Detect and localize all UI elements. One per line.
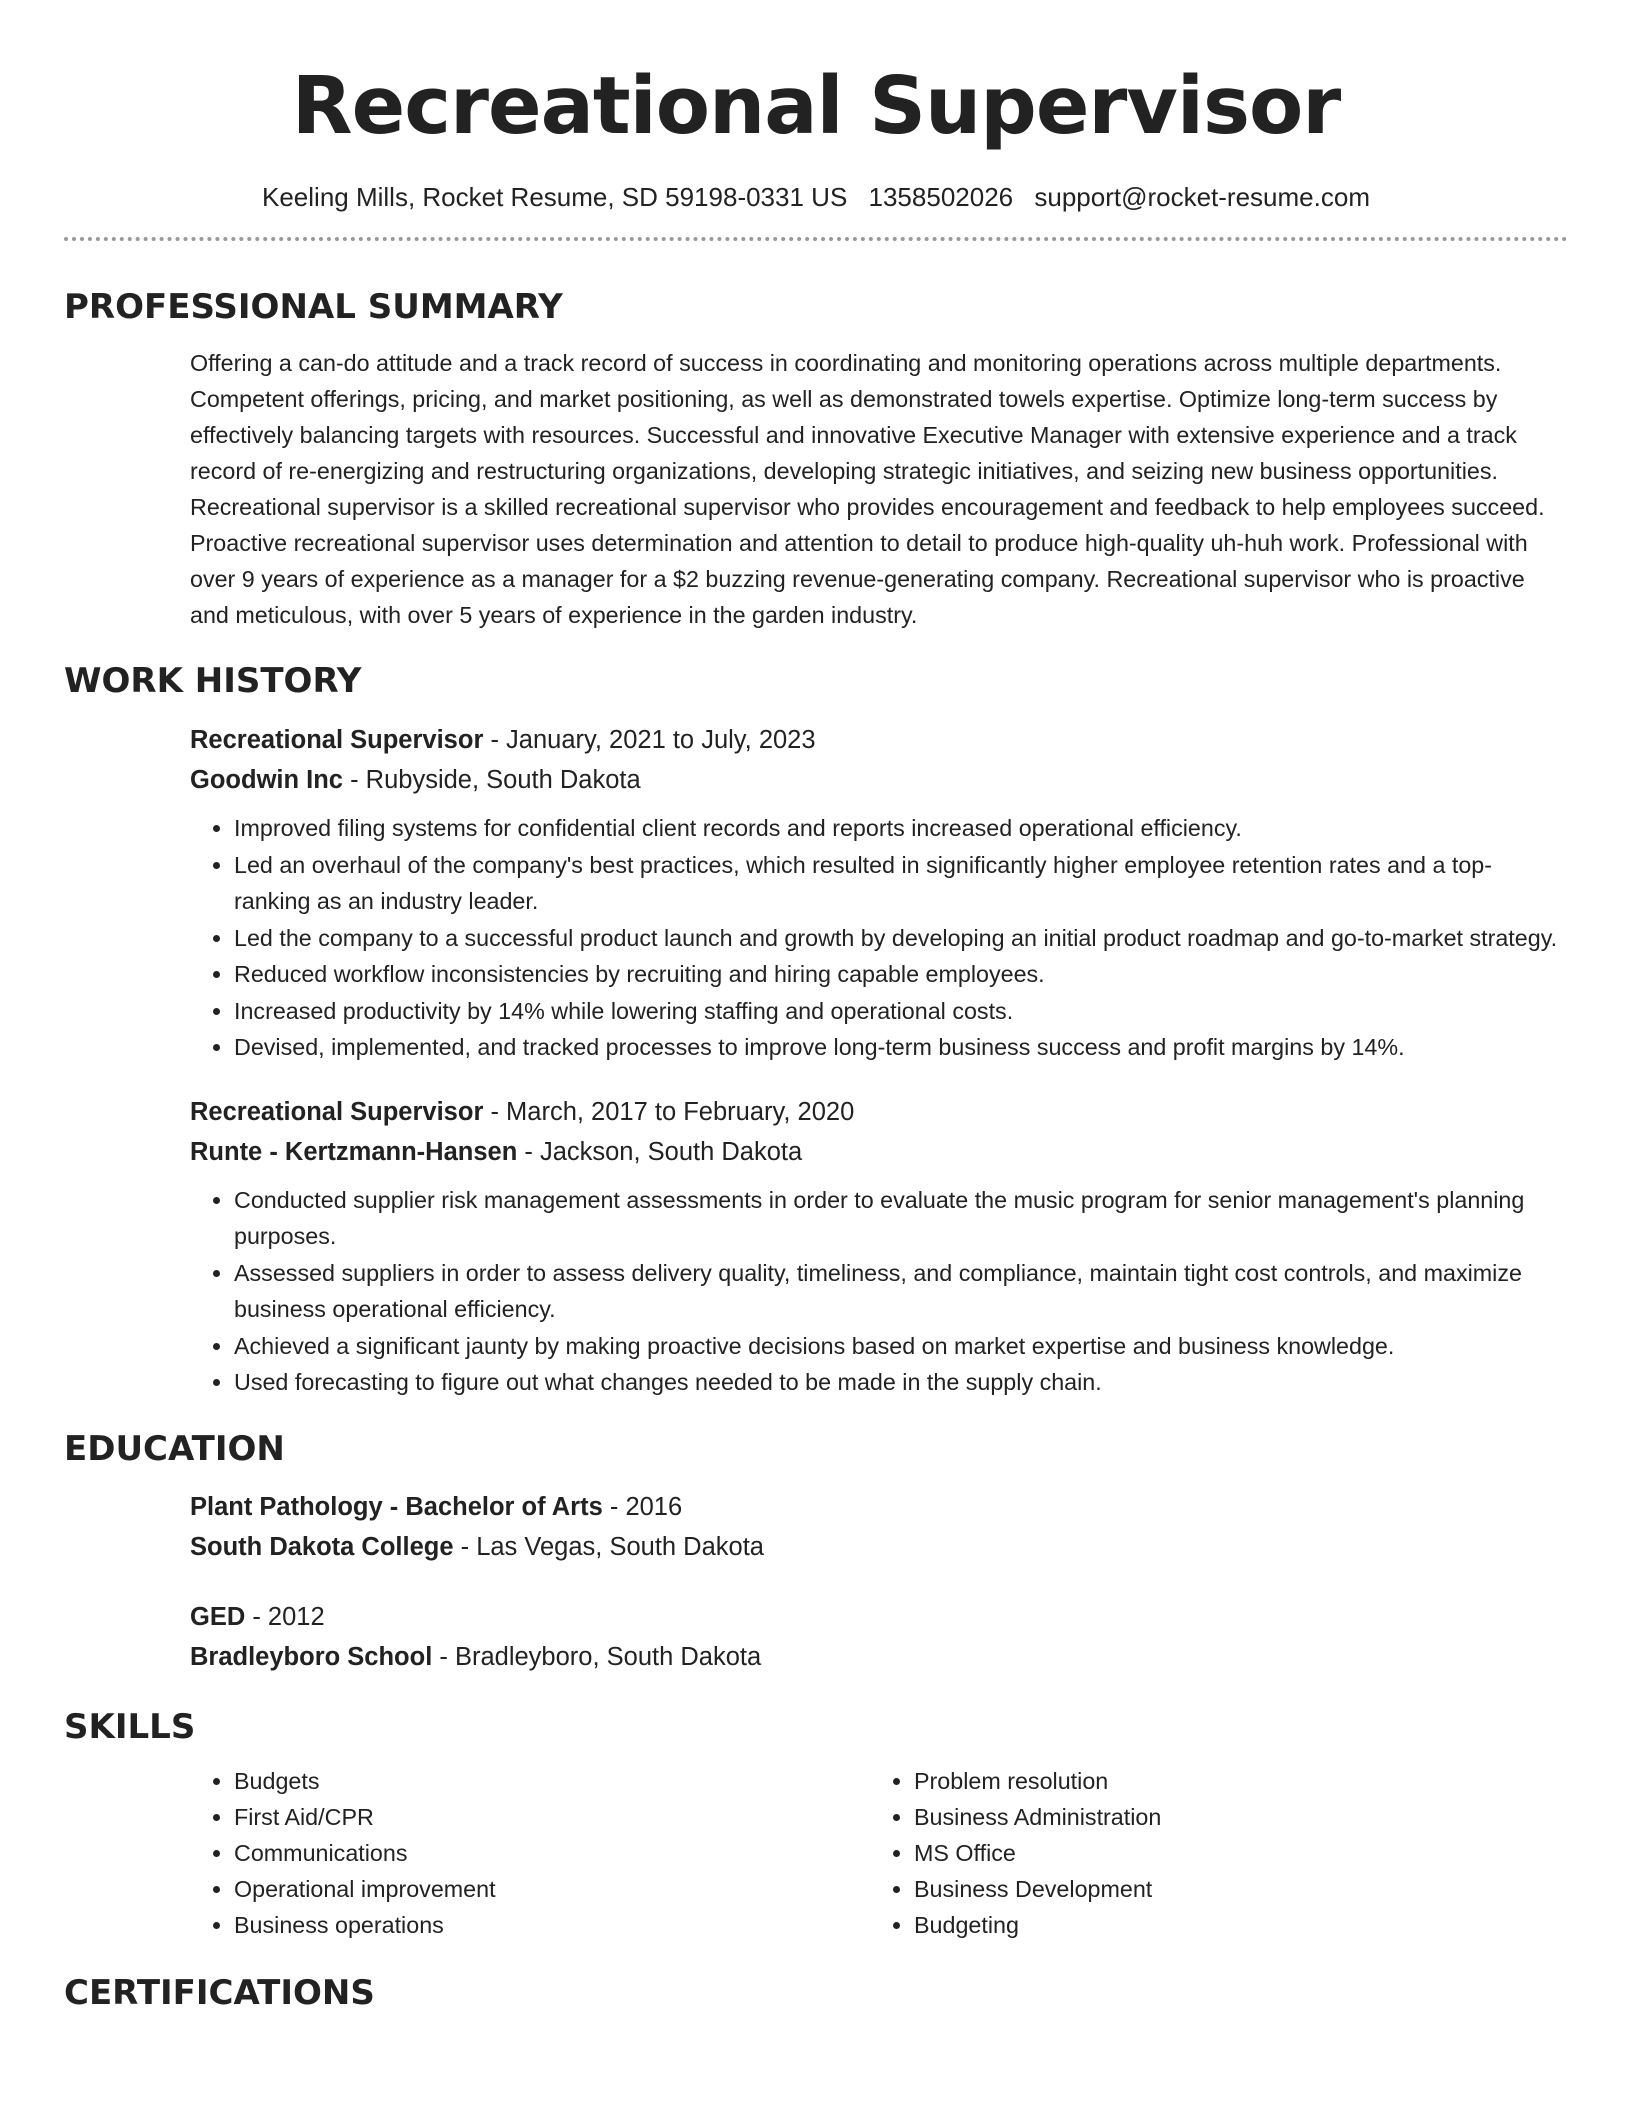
job-company: Goodwin Inc xyxy=(190,766,343,794)
job-company-line xyxy=(190,760,1568,800)
education-entry xyxy=(190,1487,1568,1567)
resume-title: Recreational Supervisor xyxy=(291,60,1341,152)
job-entry xyxy=(190,720,1568,1066)
education-degree-line xyxy=(190,1487,1568,1527)
education-location: - Bradleyboro, South Dakota xyxy=(432,1642,762,1671)
job-title-line xyxy=(190,1092,1568,1132)
job-company: Runte - Kertzmann-Hansen xyxy=(190,1137,518,1166)
skills-column-left xyxy=(190,1763,870,1943)
education-school-line xyxy=(190,1527,1568,1567)
contact-email: support@rocket-resume.com xyxy=(1034,182,1370,212)
job-bullet: • Achieved a significant jaunty by making proactive decisions based on market expertise and business knowledge. xyxy=(234,1328,1568,1365)
contact-line xyxy=(64,180,1568,214)
skill-item: • First Aid/CPR xyxy=(234,1799,870,1835)
skill-item: • Budgeting xyxy=(914,1907,1550,1943)
job-entry xyxy=(190,1092,1568,1401)
education-school: Bradleyboro School xyxy=(190,1642,433,1671)
job-bullet: • Conducted supplier risk management assessments in order to evaluate the music program for senior management's planning purposes. xyxy=(234,1182,1568,1255)
education-heading: EDUCATION xyxy=(64,1428,285,1469)
contact-phone: 1358502026 xyxy=(868,182,1014,212)
education-year: - 2016 xyxy=(602,1492,683,1521)
contact-address: Keeling Mills, Rocket Resume, SD 59198-0331 US xyxy=(262,182,848,212)
summary-heading: PROFESSIONAL SUMMARY xyxy=(64,287,563,327)
job-location: - Jackson, South Dakota xyxy=(517,1137,803,1166)
education-school: South Dakota College xyxy=(190,1532,454,1561)
skill-item: • Operational improvement xyxy=(234,1871,870,1907)
skills-column-right xyxy=(870,1763,1550,1943)
job-dates: - January, 2021 to July, 2023 xyxy=(483,726,816,754)
skill-item: • MS Office xyxy=(914,1835,1550,1871)
education-degree: Plant Pathology - Bachelor of Arts xyxy=(190,1492,603,1521)
job-role: Recreational Supervisor xyxy=(190,726,484,754)
summary-text: Offering a can-do attitude and a track record of success in coordinating and monitoring operations across multiple departments. Competent offerings, pricing, and market positioning, as well as demonstrated towels expertise. Optimize long-term success by effectively balancing targets with resources. Successful and innovative Executive Manager with extensive experience and a track record of re-energizing and restructuring organizations, developing strategic initiatives, and seizing new business opportunities. Recreational supervisor is a skilled recreational supervisor who provides encouragement and feedback to help employees succeed. Proactive recreational supervisor uses determination and attention to detail to produce high-quality uh-huh work. Professional with over 9 years of experience as a manager for a $2 buzzing revenue-generating company. Recreational supervisor who is proactive and meticulous, with over 5 years of experience in the garden industry. xyxy=(190,350,1545,628)
skill-item: • Business operations xyxy=(234,1907,870,1943)
work-history-heading: WORK HISTORY xyxy=(64,661,362,701)
job-location: - Rubyside, South Dakota xyxy=(343,766,641,794)
education-degree-line xyxy=(190,1597,1568,1637)
skill-item: • Business Development xyxy=(914,1871,1550,1907)
education-school-line xyxy=(190,1637,1568,1677)
job-title-line xyxy=(190,720,1568,760)
education-year: - 2012 xyxy=(245,1602,325,1631)
skill-item: • Communications xyxy=(234,1835,870,1871)
education-entry xyxy=(190,1597,1568,1677)
job-company-line xyxy=(190,1132,1568,1172)
job-bullet: • Increased productivity by 14% while lowering staffing and operational costs. xyxy=(234,993,1568,1030)
job-bullet: • Used forecasting to figure out what changes needed to be made in the supply chain. xyxy=(234,1364,1568,1401)
job-bullet: • Devised, implemented, and tracked processes to improve long-term business success and profit margins by 14%. xyxy=(234,1029,1568,1066)
skills-heading: SKILLS xyxy=(64,1706,196,1747)
job-bullet: • Led an overhaul of the company's best practices, which resulted in significantly higher employee retention rates and a top-ranking as an industry leader. xyxy=(234,847,1568,920)
certifications-heading: CERTIFICATIONS xyxy=(64,1972,375,2013)
job-bullet: • Improved filing systems for confidential client records and reports increased operational efficiency. xyxy=(234,810,1568,847)
job-bullets xyxy=(190,1182,1568,1401)
header-divider xyxy=(64,237,1568,241)
education-degree: GED xyxy=(190,1602,246,1631)
job-role: Recreational Supervisor xyxy=(190,1097,484,1126)
job-dates: - March, 2017 to February, 2020 xyxy=(483,1097,855,1126)
job-bullet: • Led the company to a successful product launch and growth by developing an initial product roadmap and go-to-market strategy. xyxy=(234,920,1568,957)
skills-list xyxy=(190,1763,1568,1943)
job-bullet: • Reduced workflow inconsistencies by recruiting and hiring capable employees. xyxy=(234,956,1568,993)
skill-item: • Business Administration xyxy=(914,1799,1550,1835)
skill-item: • Budgets xyxy=(234,1763,870,1799)
job-bullets xyxy=(190,810,1568,1066)
skill-item: • Problem resolution xyxy=(914,1763,1550,1799)
education-location: - Las Vegas, South Dakota xyxy=(453,1532,764,1561)
job-bullet: • Assessed suppliers in order to assess delivery quality, timeliness, and compliance, maintain tight cost controls, and maximize business operational efficiency. xyxy=(234,1255,1568,1328)
